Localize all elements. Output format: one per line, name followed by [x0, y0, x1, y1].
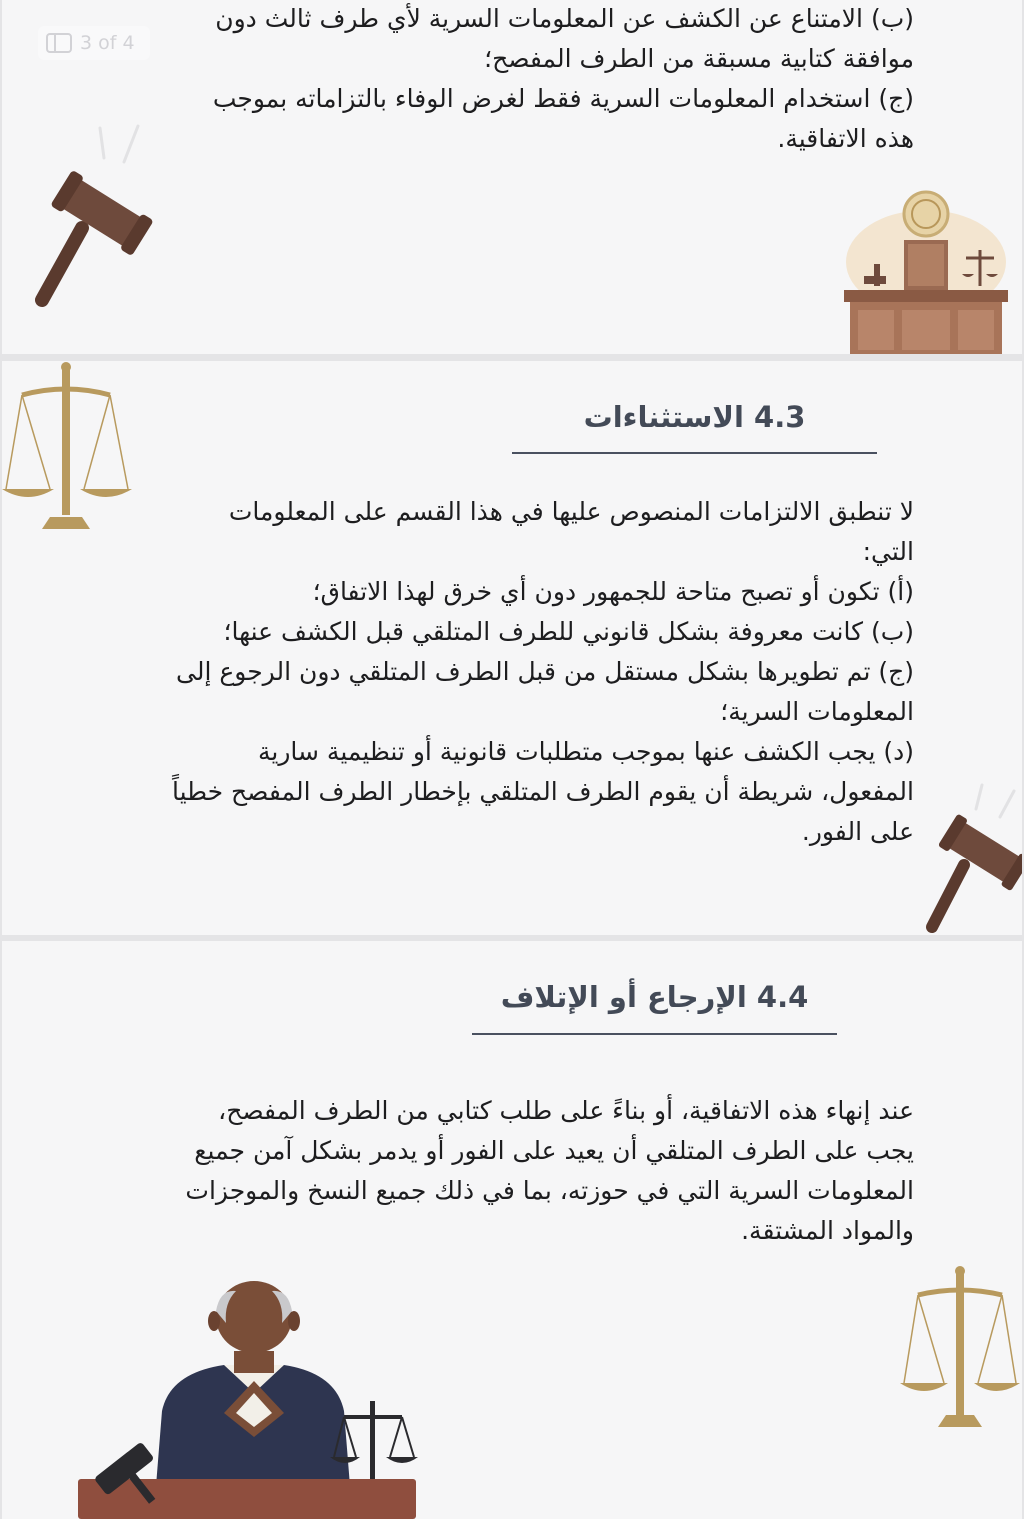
text-line: على الفور. [801, 817, 914, 846]
judge-illustration [74, 1281, 424, 1519]
scales-of-justice-icon [2, 361, 134, 533]
heading-underline [512, 452, 877, 454]
text-line: والمواد المشتقة. [741, 1216, 914, 1245]
section-heading: 4.3 الاستثناءات [583, 400, 806, 434]
section-heading: 4.4 الإرجاع أو الإتلاف [500, 980, 809, 1014]
text-line: (ب) الامتناع عن الكشف عن المعلومات السرية لأي طرف ثالث دون [215, 4, 914, 33]
sidebar-toggle-icon [46, 33, 72, 53]
clause-text [213, 0, 914, 159]
section-body [185, 1091, 914, 1251]
text-line: المعلومات السرية التي في حوزته، بما في ذلك جميع النسخ والموجزات [185, 1176, 914, 1205]
section-4-3-page [2, 361, 1022, 935]
courtroom-bench-icon [838, 180, 1014, 354]
text-line: (د) يجب الكشف عنها بموجب متطلبات قانونية أو تنظيمية سارية [257, 737, 914, 766]
text-line: المفعول، شريطة أن يقوم الطرف المتلقي بإخطار الطرف المفصح خطياً [171, 777, 914, 806]
text-line: يجب على الطرف المتلقي أن يعيد على الفور أو يدمر بشكل آمن جميع [194, 1136, 914, 1165]
text-line: (ج) تم تطويرها بشكل مستقل من قبل الطرف المتلقي دون الرجوع إلى [176, 657, 914, 686]
page-indicator-label: 3 of 4 [80, 32, 135, 54]
text-line: (أ) تكون أو تصبح متاحة للجمهور دون أي خرق لهذا الاتفاق؛ [312, 577, 914, 606]
section-4-4-page [2, 941, 1022, 1519]
section-body [172, 492, 914, 852]
text-line: عند إنهاء هذه الاتفاقية، أو بناءً على طلب كتابي من الطرف المفصح، [218, 1096, 914, 1125]
page-indicator [38, 26, 150, 60]
text-line: (ب) كانت معروفة بشكل قانوني للطرف المتلقي قبل الكشف عنها؛ [223, 617, 914, 646]
gavel-icon [918, 781, 1022, 935]
text-line: هذه الاتفاقية. [777, 124, 914, 153]
text-line: المعلومات السرية؛ [720, 697, 914, 726]
text-line: التي: [862, 537, 914, 566]
scales-of-justice-icon [898, 1265, 1022, 1431]
document-page-3-top [2, 0, 1022, 354]
text-line: لا تنطبق الالتزامات المنصوص عليها في هذا القسم على المعلومات [228, 497, 914, 526]
heading-underline [472, 1033, 837, 1035]
text-line: موافقة كتابية مسبقة من الطرف المفصح؛ [484, 44, 914, 73]
gavel-icon [20, 118, 160, 318]
text-line: (ج) استخدام المعلومات السرية فقط لغرض الوفاء بالتزاماته بموجب [212, 84, 914, 113]
